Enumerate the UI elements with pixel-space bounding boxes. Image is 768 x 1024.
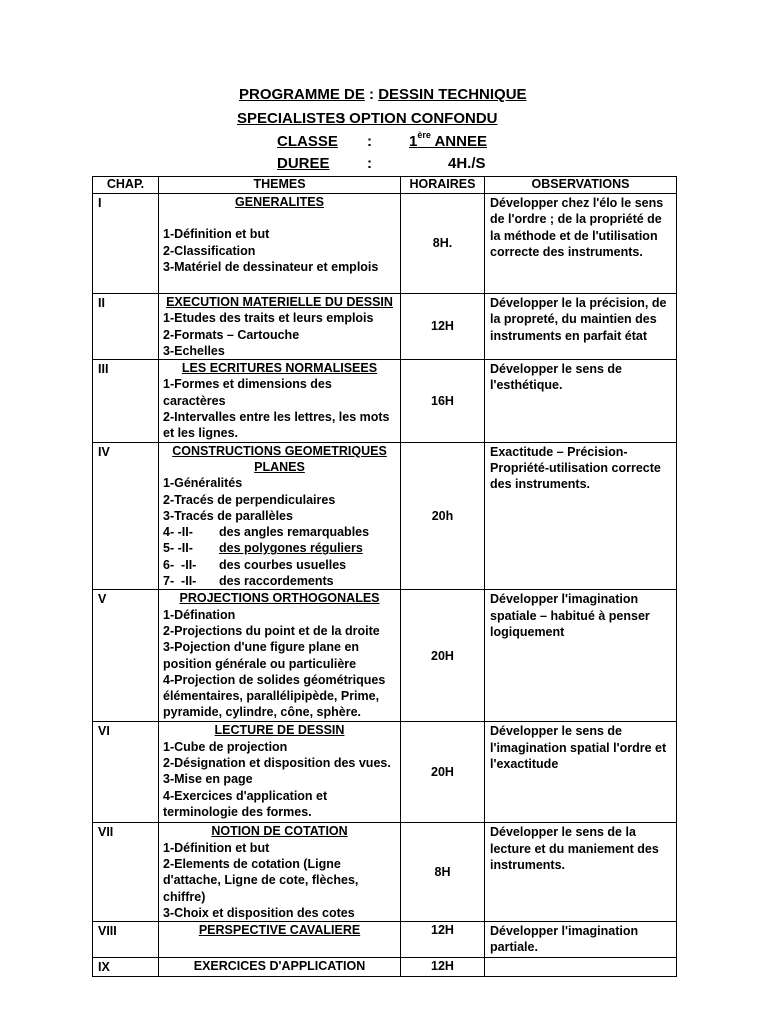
hours-cell: 20h [401,442,485,590]
column-header-horaires: HORAIRES [401,177,485,194]
subitem-text: des raccordements [219,574,334,589]
classe-line [277,130,577,150]
subitem-text: des polygones réguliers [219,541,363,556]
theme-item: 2-Intervalles entre les lettres, les mots et les lignes. [163,410,390,441]
theme-item: 4-Projection de solides géométriques élémentaires, parallélipipède, Prime, pyramide, cylindre, cône, sphère. [163,672,386,720]
table-row [93,194,677,294]
theme-title: LES ECRITURES NORMALISEES [181,361,378,376]
theme-item: 1-Formes et dimensions des caractères [163,377,332,408]
observation-cell: Développer chez l'élo le sens de l'ordre ; de la propriété de la méthode et de l'utilisation correcte des instruments. [485,194,677,294]
chapter-number: III [93,360,159,442]
theme-item: 3-Matériel de dessinateur et emplois [163,259,379,274]
theme-item: 2-Projections du point et de la droite [163,623,380,638]
column-header-observations: OBSERVATIONS [485,177,677,194]
theme-title: EXECUTION MATERIELLE DU DESSIN [166,295,393,309]
theme-item: 4-Exercices d'application et terminologie des formes. [163,788,328,819]
chapter-number: IX [93,957,159,976]
theme-title: LECTURE DE DESSIN [214,723,345,738]
theme-subitem [163,540,396,556]
theme-item: 3-Mise en page [163,772,253,787]
theme-item: 1-Etudes des traits et leurs emplois [163,311,374,326]
table-row [93,722,677,823]
observation-cell: Exactitude – Précision-Propriété-utilisation correcte des instruments. [485,442,677,590]
programme-table [92,176,677,977]
theme-item: 3-Tracés de parallèles [163,508,293,523]
duree-separator: : [367,155,372,172]
theme-item: 1-Définition et but [163,227,270,242]
theme-cell [159,922,401,958]
subitem-number: 4- -II- [163,525,193,540]
theme-cell [159,957,401,976]
chapter-number: VII [93,823,159,922]
hours-cell: 12H [401,294,485,360]
table-row [93,442,677,590]
observation-cell [485,957,677,976]
theme-subitem [163,557,396,573]
theme-cell [159,294,401,360]
theme-title: PROJECTIONS ORTHOGONALES [179,591,380,606]
specialistes-line [237,110,498,127]
classe-number: 1 [409,133,418,150]
theme-cell [159,194,401,294]
programme-value: DESSIN TECHNIQUE [378,86,527,103]
hours-cell: 20H [401,590,485,722]
chapter-number: I [93,194,159,294]
theme-item: 1-Généralités [163,476,243,491]
duree-line [277,155,577,172]
table-row [93,360,677,442]
hours-cell: 20H [401,722,485,823]
subitem-number: 6- -II- [163,557,197,572]
theme-item: 3-Choix et disposition des cotes [163,905,355,920]
programme-label: PROGRAMME DE [239,86,365,103]
theme-item: 3-Pojection d'une figure plane en position générale ou particulière [163,640,360,671]
observation-cell: Développer le sens de l'imagination spatial l'ordre et l'exactitude [485,722,677,823]
observation-cell: Développer le sens de l'esthétique. [485,360,677,442]
observation-cell: Développer l'imagination partiale. [485,922,677,958]
subitem-text: des courbes usuelles [219,557,347,572]
theme-cell [159,722,401,823]
classe-value-group [409,130,487,150]
theme-cell [159,823,401,922]
table-row [93,294,677,360]
hours-cell: 16H [401,360,485,442]
theme-cell [159,360,401,442]
table-row [93,922,677,958]
table-header-row [93,177,677,194]
classe-separator: : [367,133,372,150]
subitem-text: des angles remarquables [219,525,370,540]
classe-value: ANNEE [430,133,487,150]
table-row [93,823,677,922]
theme-title: EXERCICES D'APPLICATION [193,958,366,973]
specialistes-value: : OPTION CONFONDU [340,110,498,127]
theme-item: 2-Classification [163,243,256,258]
theme-item: 2-Formats – Cartouche [163,327,300,342]
theme-item: 1-Cube de projection [163,739,288,754]
observation-cell: Développer le sens de la lecture et du maniement des instruments. [485,823,677,922]
column-header-themes: THEMES [159,177,401,194]
observation-cell: Développer le la précision, de la propreté, du maintien des instruments en parfait état [485,294,677,360]
theme-title: GENERALITES [235,195,324,209]
hours-cell: 12H [401,922,485,958]
theme-item: 3-Echelles [163,343,225,358]
theme-title: CONSTRUCTIONS GEOMETRIQUES PLANES [172,443,387,474]
classe-superscript: ère [417,130,431,140]
table-row [93,957,677,976]
subitem-number: 5- -II- [163,541,193,556]
hours-cell: 8H. [401,194,485,294]
chapter-number: II [93,294,159,360]
table-row [93,590,677,722]
duree-label: DUREE [277,155,330,172]
classe-label: CLASSE [277,133,338,150]
theme-item: 2-Désignation et disposition des vues. [163,755,391,770]
observation-cell: Développer l'imagination spatiale – habitué à penser logiquement [485,590,677,722]
theme-item: 2-Elements de cotation (Ligne d'attache, Ligne de cote, flèches, chiffre) [163,856,359,904]
theme-subitem [163,524,396,540]
theme-item: 2-Tracés de perpendiculaires [163,492,336,507]
spacer [163,210,396,226]
specialistes-label: SPECIALISTES [237,110,346,127]
chapter-number: IV [93,442,159,590]
chapter-number: V [93,590,159,722]
theme-item: 1-Définition et but [163,840,270,855]
programme-separator: : [364,86,379,103]
programme-line [239,86,527,103]
duree-value: 4H./S [448,155,486,172]
theme-subitem [163,573,396,589]
hours-cell: 12H [401,957,485,976]
theme-title: PERSPECTIVE CAVALIERE [198,923,361,938]
column-header-chap: CHAP. [93,177,159,194]
chapter-number: VIII [93,922,159,958]
theme-title: NOTION DE COTATION [211,824,348,839]
hours-cell: 8H [401,823,485,922]
theme-cell [159,442,401,590]
chapter-number: VI [93,722,159,823]
theme-item: 1-Défination [163,607,236,622]
theme-cell [159,590,401,722]
subitem-number: 7- -II- [163,574,197,589]
